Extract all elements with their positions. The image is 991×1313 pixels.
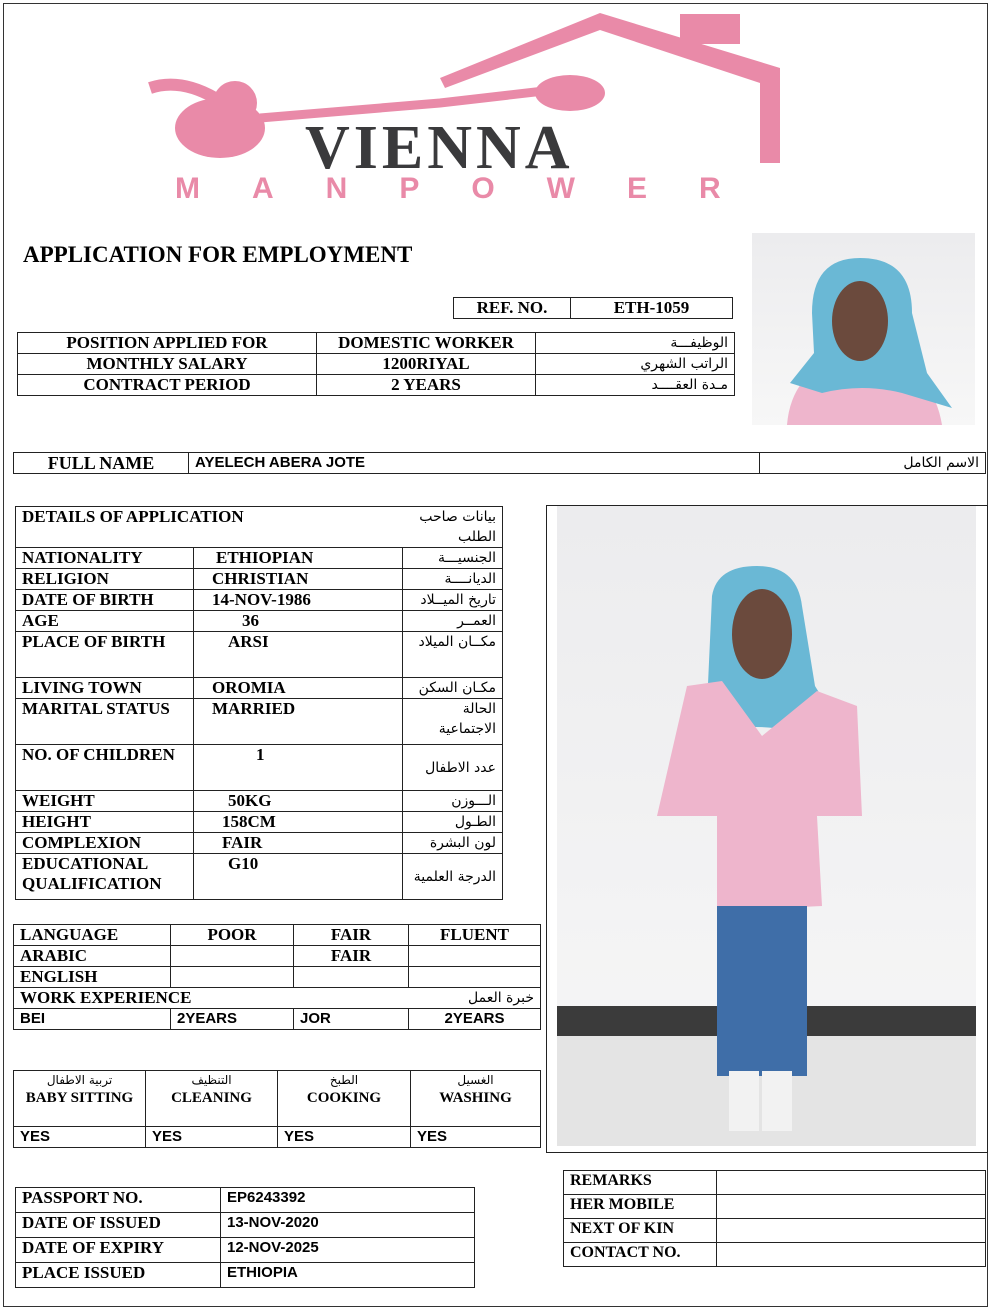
work-years-1: 2YEARS	[171, 1009, 294, 1030]
education-value: G10	[194, 854, 403, 900]
marital-value: MARRIED	[194, 699, 403, 745]
fullname-table	[13, 452, 986, 474]
living-town-value: OROMIA	[194, 678, 403, 699]
contract-label: CONTRACT PERIOD	[18, 375, 317, 396]
english-fair	[294, 967, 409, 988]
expiry-date-label: DATE OF EXPIRY	[16, 1238, 221, 1263]
skill-babysitting-value: YES	[14, 1127, 146, 1148]
work-country-1: BEI	[14, 1009, 171, 1030]
mobile-value	[717, 1195, 986, 1219]
remarks-value	[717, 1171, 986, 1195]
house-logo-icon	[140, 8, 820, 203]
arabic-fair: FAIR	[294, 946, 409, 967]
skill-washing-en: WASHING	[439, 1090, 512, 1106]
fullname-label: FULL NAME	[14, 453, 189, 474]
contact-no-value	[717, 1243, 986, 1267]
details-header-ar: بيانات صاحب الطلب	[403, 507, 503, 548]
height-ar: الطـول	[403, 812, 503, 833]
applicant-full-photo	[557, 506, 976, 1146]
passport-table	[15, 1187, 475, 1288]
details-header: DETAILS OF APPLICATION	[16, 507, 403, 548]
children-ar: عدد الاطفال	[403, 745, 503, 791]
language-table	[13, 924, 541, 1030]
complexion-label: COMPLEXION	[16, 833, 194, 854]
logo-brand-text: VIENNA	[305, 114, 574, 182]
pob-label: PLACE OF BIRTH	[16, 632, 194, 678]
contact-no-label: CONTACT NO.	[564, 1243, 717, 1267]
pob-value: ARSI	[194, 632, 403, 678]
ref-table	[453, 297, 733, 319]
english-fluent	[409, 967, 541, 988]
person-full-body-icon	[557, 506, 976, 1146]
issue-date-label: DATE OF ISSUED	[16, 1213, 221, 1238]
passport-no-value: EP6243392	[221, 1188, 475, 1213]
arabic-label: ARABIC	[14, 946, 171, 967]
arabic-fluent	[409, 946, 541, 967]
skill-cleaning-en: CLEANING	[171, 1090, 252, 1106]
marital-ar: الحالة الاجتماعية	[403, 699, 503, 745]
skill-washing	[411, 1071, 541, 1127]
skill-cooking-value: YES	[278, 1127, 411, 1148]
next-of-kin-value	[717, 1219, 986, 1243]
mobile-label: HER MOBILE	[564, 1195, 717, 1219]
education-ar: الدرجة العلمية	[403, 854, 503, 900]
fluent-header: FLUENT	[409, 925, 541, 946]
english-poor	[171, 967, 294, 988]
salary-ar: الراتب الشهري	[536, 354, 735, 375]
work-years-2: 2YEARS	[409, 1009, 541, 1030]
religion-label: RELIGION	[16, 569, 194, 590]
fullname-value: AYELECH ABERA JOTE	[189, 453, 760, 474]
skill-cleaning-value: YES	[146, 1127, 278, 1148]
living-town-ar: مكـان السكن	[403, 678, 503, 699]
dob-ar: تاريخ الميــلاد	[403, 590, 503, 611]
person-portrait-icon	[752, 233, 975, 425]
english-label: ENGLISH	[14, 967, 171, 988]
nationality-label: NATIONALITY	[16, 548, 194, 569]
skill-cleaning-ar: التنظيف	[191, 1073, 232, 1087]
contract-ar: مـدة العقــــد	[536, 375, 735, 396]
nationality-ar: الجنسيـــة	[403, 548, 503, 569]
ref-label: REF. NO.	[454, 298, 571, 319]
position-label: POSITION APPLIED FOR	[18, 333, 317, 354]
skill-cooking-ar: الطبخ	[329, 1073, 359, 1087]
applicant-portrait-photo	[752, 233, 975, 425]
living-town-label: LIVING TOWN	[16, 678, 194, 699]
skill-cooking-en: COOKING	[306, 1090, 382, 1106]
weight-ar: الـــوزن	[403, 791, 503, 812]
skill-cleaning	[146, 1071, 278, 1127]
skills-table	[13, 1070, 541, 1148]
pob-ar: مكــان الميلاد	[403, 632, 503, 678]
language-header: LANGUAGE	[14, 925, 171, 946]
work-exp-label: WORK EXPERIENCE	[14, 988, 294, 1009]
position-value: DOMESTIC WORKER	[317, 333, 536, 354]
logo-sub-text: MANPOWER	[175, 172, 773, 203]
position-ar: الوظيفـــة	[536, 333, 735, 354]
skill-babysitting-en: BABY SITTING	[25, 1090, 134, 1106]
dob-label: DATE OF BIRTH	[16, 590, 194, 611]
fullname-ar: الاسم الكامل	[760, 453, 986, 474]
skill-washing-ar: الغسيل	[457, 1073, 494, 1087]
issue-date-value: 13-NOV-2020	[221, 1213, 475, 1238]
complexion-value: FAIR	[194, 833, 403, 854]
religion-value: CHRISTIAN	[194, 569, 403, 590]
religion-ar: الديانــــة	[403, 569, 503, 590]
details-table	[15, 506, 503, 900]
dob-value: 14-NOV-1986	[194, 590, 403, 611]
page-title: APPLICATION FOR EMPLOYMENT	[23, 242, 413, 267]
children-value: 1	[194, 745, 403, 791]
passport-no-label: PASSPORT NO.	[16, 1188, 221, 1213]
place-issued-value: ETHIOPIA	[221, 1263, 475, 1288]
remarks-label: REMARKS	[564, 1171, 717, 1195]
marital-label: MARITAL STATUS	[16, 699, 194, 745]
children-label: NO. OF CHILDREN	[16, 745, 194, 791]
skill-washing-value: YES	[411, 1127, 541, 1148]
place-issued-label: PLACE ISSUED	[16, 1263, 221, 1288]
work-country-2: JOR	[294, 1009, 409, 1030]
position-table	[17, 332, 735, 396]
nationality-value: ETHIOPIAN	[194, 548, 403, 569]
ref-value: ETH-1059	[571, 298, 733, 319]
salary-label: MONTHLY SALARY	[18, 354, 317, 375]
arabic-poor	[171, 946, 294, 967]
weight-label: WEIGHT	[16, 791, 194, 812]
age-ar: العمــر	[403, 611, 503, 632]
fair-header: FAIR	[294, 925, 409, 946]
expiry-date-value: 12-NOV-2025	[221, 1238, 475, 1263]
weight-value: 50KG	[194, 791, 403, 812]
complexion-ar: لون البشرة	[403, 833, 503, 854]
company-logo	[140, 8, 820, 203]
poor-header: POOR	[171, 925, 294, 946]
skill-babysitting-ar: تربية الاطفال	[46, 1073, 113, 1087]
age-label: AGE	[16, 611, 194, 632]
work-exp-ar: خبرة العمل	[294, 988, 541, 1009]
salary-value: 1200RIYAL	[317, 354, 536, 375]
next-of-kin-label: NEXT OF KIN	[564, 1219, 717, 1243]
contract-value: 2 YEARS	[317, 375, 536, 396]
skill-cooking	[278, 1071, 411, 1127]
age-value: 36	[194, 611, 403, 632]
education-label: EDUCATIONAL QUALIFICATION	[16, 854, 194, 900]
skill-babysitting	[14, 1071, 146, 1127]
height-value: 158CM	[194, 812, 403, 833]
height-label: HEIGHT	[16, 812, 194, 833]
remarks-table	[563, 1170, 986, 1267]
